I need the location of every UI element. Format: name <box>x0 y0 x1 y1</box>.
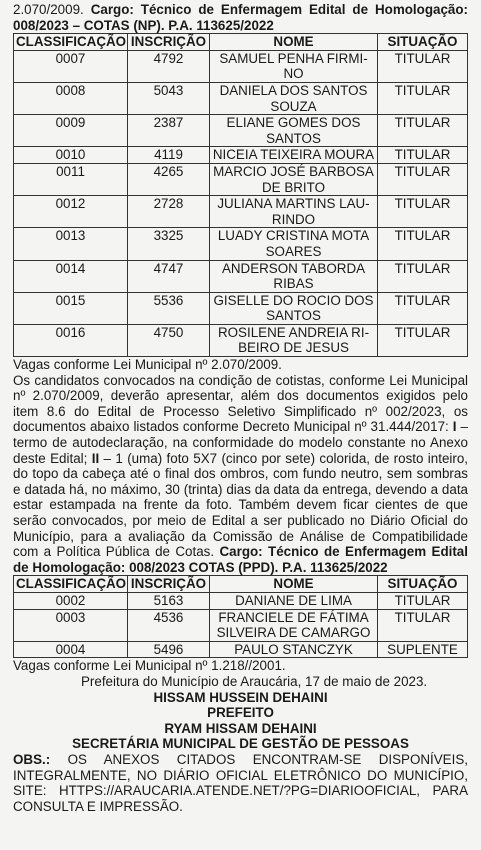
cell-classificacao: 0014 <box>14 260 128 292</box>
cell-inscricao: 4750 <box>128 324 210 356</box>
cell-inscricao: 5043 <box>128 82 210 114</box>
cell-nome: FRANCIELE DE FÁTIMA SILVEIRA DE CAMARGO <box>210 609 378 641</box>
table-cotas-ppd <box>13 575 468 658</box>
cell-situacao: TITULAR <box>378 592 468 609</box>
cell-situacao: TITULAR <box>378 115 468 147</box>
cell-nome: ANDERSON TABORDA RIBAS <box>210 260 378 292</box>
table-row <box>14 641 468 658</box>
table-row <box>14 147 468 164</box>
header-classificacao: CLASSIFICAÇÃO <box>14 34 128 51</box>
cell-inscricao: 4536 <box>128 609 210 641</box>
cell-inscricao: 5163 <box>128 592 210 609</box>
table-row <box>14 82 468 114</box>
table-row <box>14 609 468 641</box>
table-row <box>14 324 468 356</box>
cell-classificacao: 0012 <box>14 196 128 228</box>
place-date: Prefeitura do Município de Araucária, 17 de maio de 2023. <box>81 673 428 689</box>
cell-inscricao: 4119 <box>128 147 210 164</box>
cell-classificacao: 0003 <box>14 609 128 641</box>
cell-classificacao: 0013 <box>14 228 128 260</box>
body-text: Os candidatos convocados na condição de cotistas, conforme Lei Municipal nº 2.070/2009, deverão apresentar, além dos documentos exigidos pelo item 8.6 do Edital de Processo Seletivo Simplificado nº 002/2023, os documentos abaixo listados conforme Decreto Municipal nº 31.444/2017: <box>13 372 468 435</box>
cell-nome: DANIANE DE LIMA <box>210 592 378 609</box>
header-inscricao: INSCRIÇÃO <box>128 576 210 593</box>
cargo1-heading <box>13 2 468 33</box>
table-row <box>14 592 468 609</box>
cell-nome: MARCIO JOSÉ BARBOSA DE BRITO <box>210 163 378 195</box>
cell-classificacao: 0016 <box>14 324 128 356</box>
table-row <box>14 50 468 82</box>
cell-classificacao: 0002 <box>14 592 128 609</box>
obs-note <box>13 752 468 814</box>
vagas-note-1: Vagas conforme Lei Municipal nº 2.070/2009. <box>13 357 282 373</box>
cell-nome: JULIANA MARTINS LAU-RINDO <box>210 196 378 228</box>
cell-nome: PAULO STANCZYK <box>210 641 378 658</box>
table-row <box>14 228 468 260</box>
obs-text: OS ANEXOS CITADOS ENCONTRAM-SE DISPONÍVEIS, INTEGRALMENTE, NO DIÁRIO OFICIAL ELETRÔNICO DO MUNICÍPIO, SITE: HTTPS://ARAUCARIA.ATENDE.NET/?PG=DIARIOOFICIAL, PARA CONSULTA E IMPRESSÃO. <box>13 751 468 814</box>
cell-situacao: TITULAR <box>378 196 468 228</box>
table-header-row <box>14 34 468 51</box>
cell-inscricao: 4792 <box>128 50 210 82</box>
cell-situacao: TITULAR <box>378 228 468 260</box>
vagas-note-2: Vagas conforme Lei Municipal nº 1.218//2001. <box>13 658 286 674</box>
header-inscricao: INSCRIÇÃO <box>128 34 210 51</box>
table-cotas-np <box>13 33 468 357</box>
cell-nome: SAMUEL PENHA FIRMI-NO <box>210 50 378 82</box>
item2-label: II <box>91 450 100 466</box>
table-row <box>14 260 468 292</box>
cell-situacao: SUPLENTE <box>378 641 468 658</box>
cell-situacao: TITULAR <box>378 324 468 356</box>
cell-classificacao: 0015 <box>14 292 128 324</box>
signature-2-name: RYAM HISSAM DEHAINI <box>164 720 317 736</box>
header-situacao: SITUAÇÃO <box>378 34 468 51</box>
signature-1-name: HISSAM HUSSEIN DEHAINI <box>153 689 328 705</box>
cell-classificacao: 0007 <box>14 50 128 82</box>
cell-classificacao: 0008 <box>14 82 128 114</box>
item1-text: – termo de autodeclaração, na conformidade do modelo constante no Anexo deste Edital; <box>13 419 468 466</box>
item1-label: I <box>452 419 457 435</box>
table-header-row <box>14 576 468 593</box>
cotistas-paragraph <box>13 373 468 576</box>
cell-situacao: TITULAR <box>378 260 468 292</box>
cell-nome: LUADY CRISTINA MOTA SOARES <box>210 228 378 260</box>
table-row <box>14 292 468 324</box>
cell-nome: DANIELA DOS SANTOS SOUZA <box>210 82 378 114</box>
cell-nome: GISELLE DO ROCIO DOS SANTOS <box>210 292 378 324</box>
header-classificacao: CLASSIFICAÇÃO <box>14 576 128 593</box>
header-nome: NOME <box>210 576 378 593</box>
cell-inscricao: 2387 <box>128 115 210 147</box>
cell-inscricao: 4747 <box>128 260 210 292</box>
cell-situacao: TITULAR <box>378 50 468 82</box>
cell-situacao: TITULAR <box>378 292 468 324</box>
obs-label: OBS.: <box>13 751 51 767</box>
cell-inscricao: 2728 <box>128 196 210 228</box>
item2-text: – 1 (uma) foto 5X7 (cinco por sete) colorida, de rosto inteiro, do topo da cabeça até o final dos ombros, com fundo neutro, sem sombras e datada há, no máximo, 30 (trinta) dias da data da entrega, devendo a data estar estampada na frente da foto. Também devem ficar cientes de que serão convocados, por meio de Edital a ser publicado no Diário Oficial do Município, para a avaliação da Comissão de Análise de Compatibilidade com a Política Pública de Cotas. <box>13 450 469 560</box>
cell-classificacao: 0011 <box>14 163 128 195</box>
signature-1-role: PREFEITO <box>207 705 274 721</box>
header-situacao: SITUAÇÃO <box>378 576 468 593</box>
cargo2-title: Cargo: Técnico de Enfermagem Edital de Homologação: 008/2023 COTAS (PPD). P.A. 113625/2022 <box>13 544 468 575</box>
signature-2-role: SECRETÁRIA MUNICIPAL DE GESTÃO DE PESSOAS <box>72 736 409 752</box>
cell-inscricao: 5536 <box>128 292 210 324</box>
cargo1-title: Cargo: Técnico de Enfermagem Edital de Homologação: 008/2023 – COTAS (NP). P.A. 113625/2022 <box>13 2 468 33</box>
cell-inscricao: 5496 <box>128 641 210 658</box>
cell-classificacao: 0009 <box>14 115 128 147</box>
cell-nome: ROSILENE ANDREIA RI-BEIRO DE JESUS <box>210 324 378 356</box>
cell-inscricao: 4265 <box>128 163 210 195</box>
cell-classificacao: 0010 <box>14 147 128 164</box>
cell-inscricao: 3325 <box>128 228 210 260</box>
table-row <box>14 196 468 228</box>
cell-nome: ELIANE GOMES DOS SANTOS <box>210 115 378 147</box>
cell-situacao: TITULAR <box>378 163 468 195</box>
table-row <box>14 115 468 147</box>
intro-text: 2.070/2009. <box>13 2 84 17</box>
header-nome: NOME <box>210 34 378 51</box>
cell-classificacao: 0004 <box>14 641 128 658</box>
cell-nome: NICEIA TEIXEIRA MOURA <box>210 147 378 164</box>
cell-situacao: TITULAR <box>378 82 468 114</box>
table-row <box>14 163 468 195</box>
cell-situacao: TITULAR <box>378 609 468 641</box>
cell-situacao: TITULAR <box>378 147 468 164</box>
